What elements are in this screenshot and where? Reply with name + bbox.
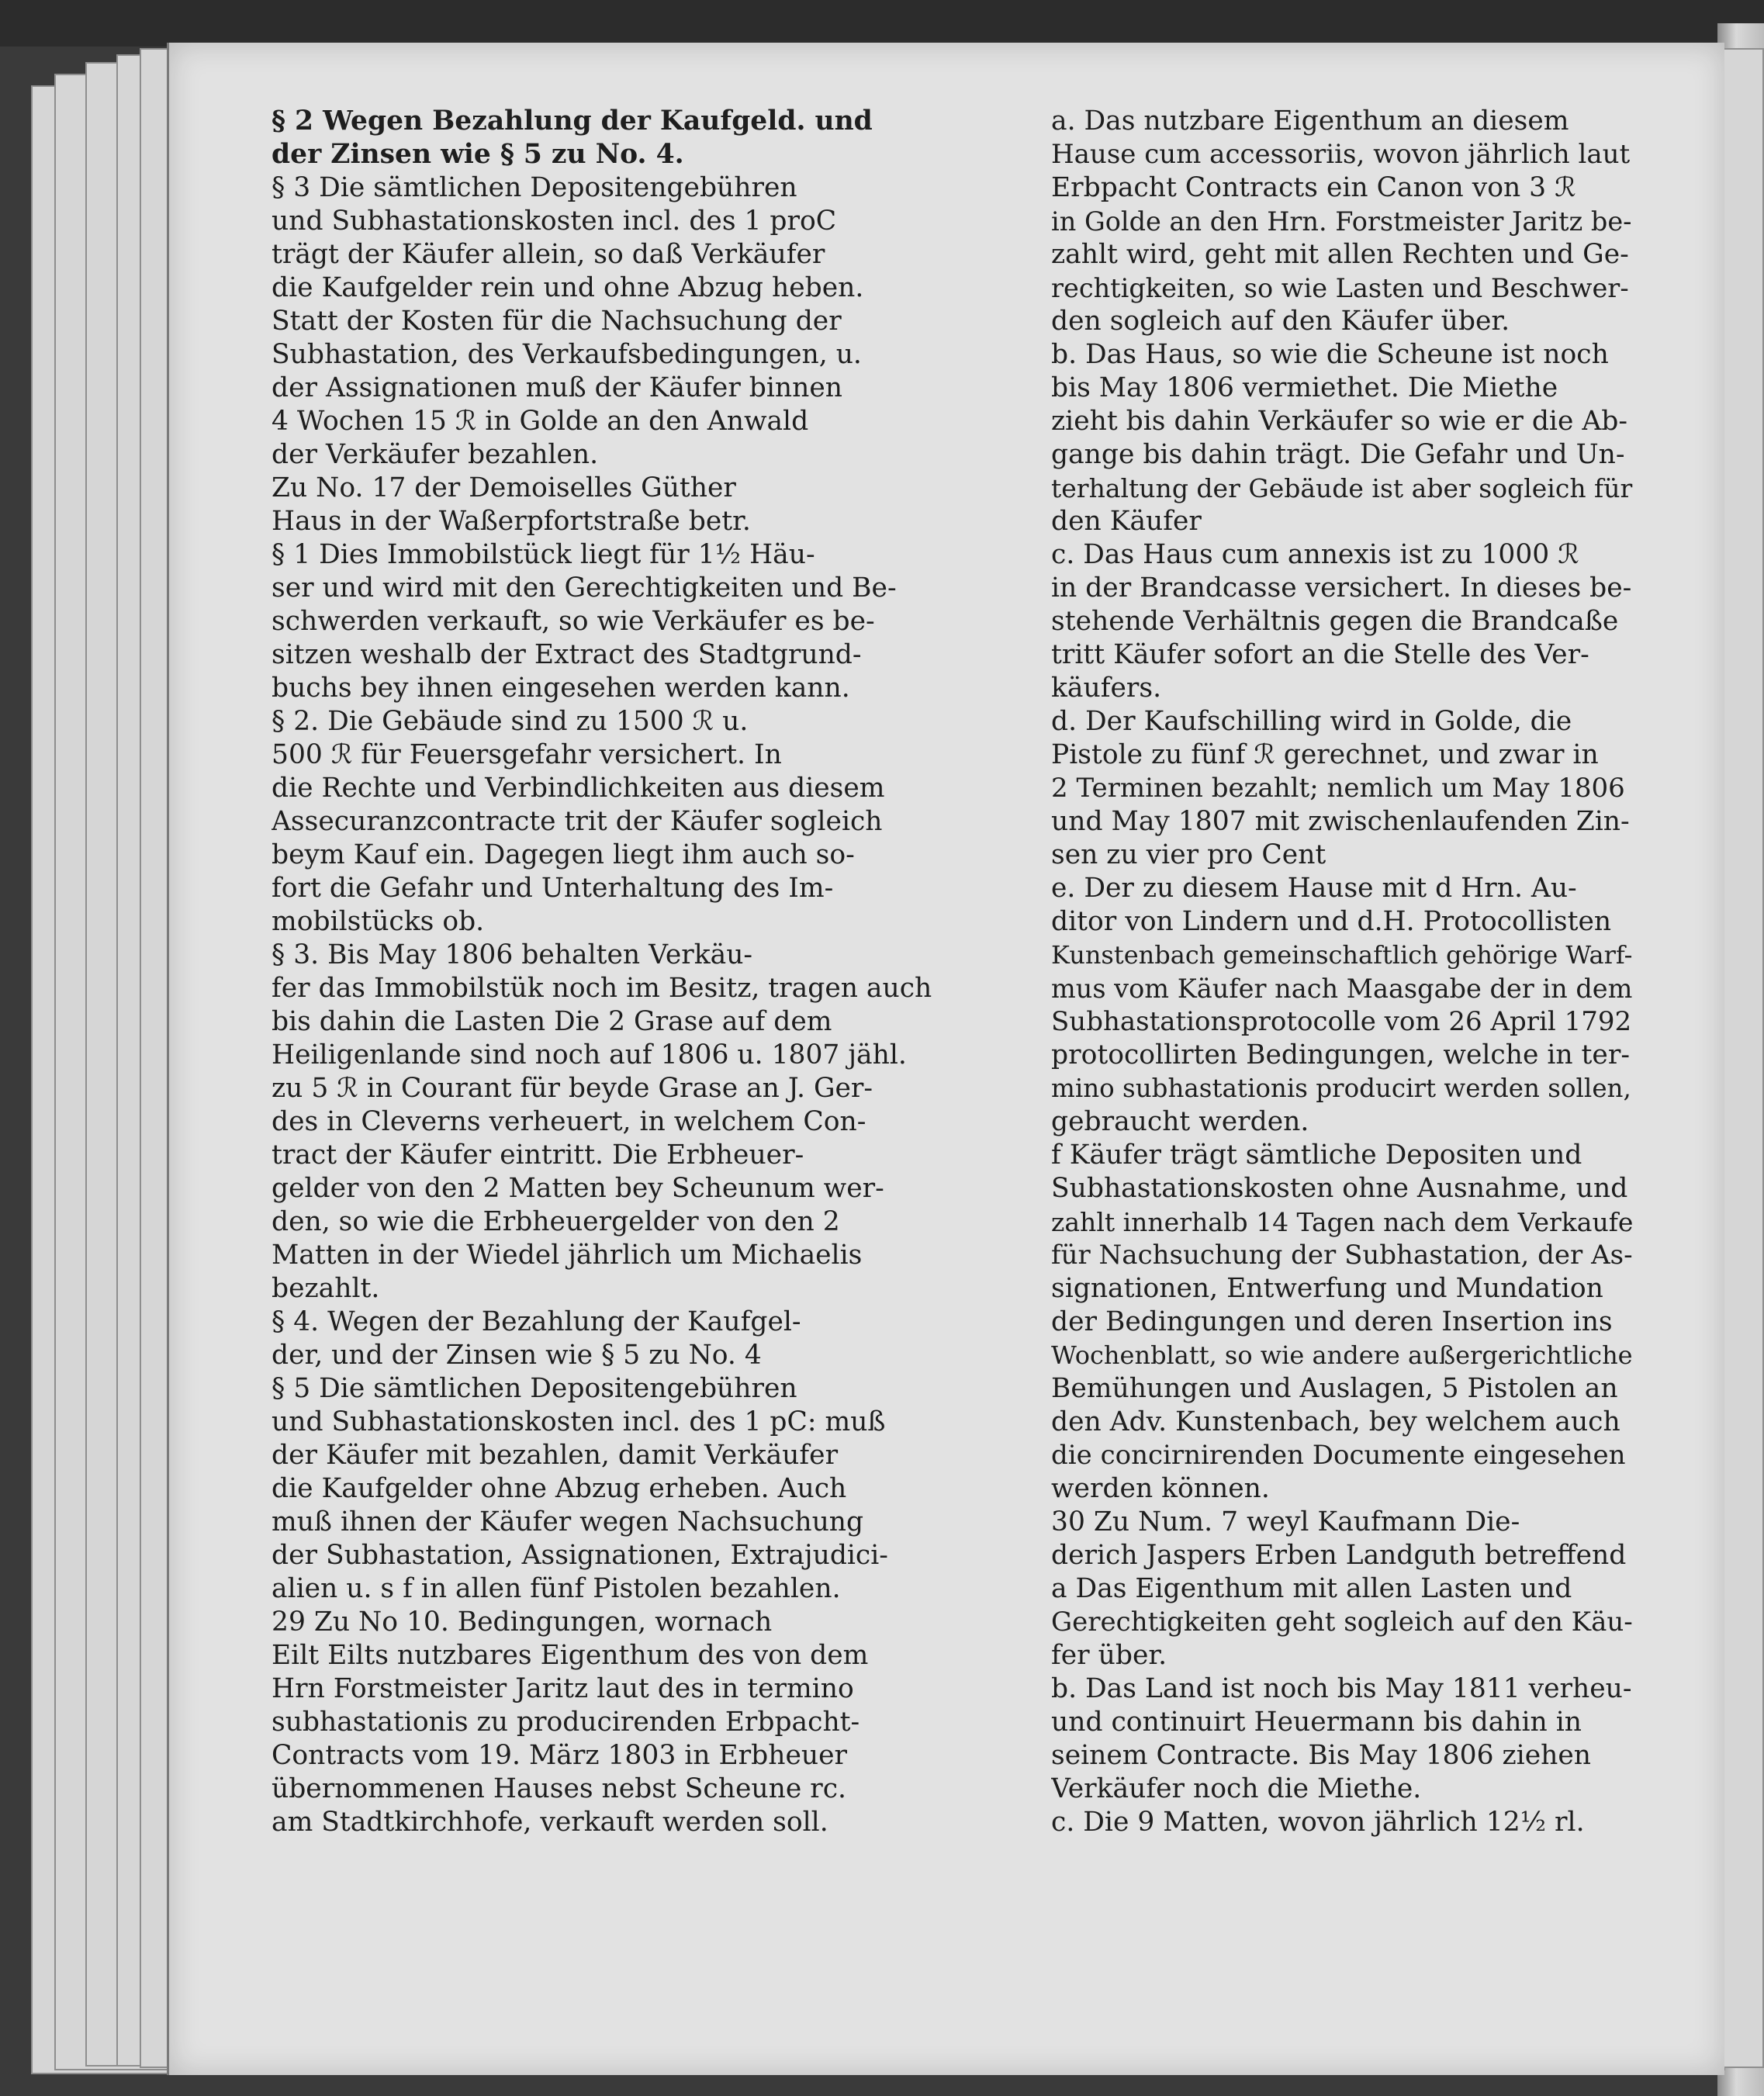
text-line: sitzen weshalb der Extract des Stadtgrund-	[272, 639, 862, 670]
text-line: der Käufer mit bezahlen, damit Verkäufer	[272, 1440, 839, 1471]
text-line: der Assignationen muß der Käufer binnen	[272, 372, 842, 403]
text-line: gebraucht werden.	[1051, 1106, 1309, 1137]
text-line: Zu No. 17 der Demoiselles Güther	[272, 472, 736, 503]
text-line: der Bedingungen und deren Insertion ins	[1051, 1306, 1613, 1337]
text-line: Subhastationsprotocolle vom 26 April 1792	[1051, 1006, 1632, 1037]
text-line: a Das Eigenthum mit allen Lasten und	[1051, 1573, 1572, 1604]
text-line: Pistole zu fünf ℛ gerechnet, und zwar in	[1051, 739, 1599, 770]
text-line: b. Das Land ist noch bis May 1811 verheu-	[1051, 1673, 1632, 1704]
text-line: in der Brandcasse versichert. In dieses be-	[1051, 572, 1632, 604]
text-line: tritt Käufer sofort an die Stelle des Ver-	[1051, 639, 1589, 670]
text-line: bis May 1806 vermiethet. Die Miethe	[1051, 372, 1558, 403]
text-line: Wochenblatt, so wie andere außergerichtliche	[1051, 1340, 1633, 1370]
text-line: c. Das Haus cum annexis ist zu 1000 ℛ	[1051, 539, 1579, 570]
text-line: käufers.	[1051, 673, 1162, 704]
text-line: zu 5 ℛ in Courant für beyde Grase an J. Ger-	[272, 1073, 873, 1104]
text-line: protocollirten Bedingungen, welche in ter-	[1051, 1039, 1630, 1070]
text-line: Matten in der Wiedel jährlich um Michaelis	[272, 1240, 863, 1271]
text-line: Assecuranzcontracte trit der Käufer sogleich	[272, 806, 883, 837]
text-line: mino subhastationis producirt werden sollen,	[1051, 1074, 1631, 1103]
text-line: b. Das Haus, so wie die Scheune ist noch	[1051, 339, 1609, 370]
text-line: § 3. Bis May 1806 behalten Verkäu-	[272, 939, 753, 970]
text-line: Contracts vom 19. März 1803 in Erbheuer	[272, 1740, 847, 1771]
text-line: muß ihnen der Käufer wegen Nachsuchung	[272, 1506, 864, 1537]
text-line: § 1 Dies Immobilstück liegt für 1½ Häu-	[272, 539, 815, 570]
text-line: Hause cum accessoriis, wovon jährlich laut	[1051, 139, 1631, 170]
text-line: Gerechtigkeiten geht sogleich auf den Käu-	[1051, 1607, 1633, 1638]
text-line: Eilt Eilts nutzbares Eigenthum des von dem	[272, 1640, 869, 1671]
text-line: für Nachsuchung der Subhastation, der As-	[1051, 1240, 1633, 1271]
text-line: § 3 Die sämtlichen Depositengebühren	[272, 172, 797, 203]
text-line: bis dahin die Lasten Die 2 Grase auf dem	[272, 1006, 832, 1037]
text-line: 4 Wochen 15 ℛ in Golde an den Anwald	[272, 406, 809, 437]
text-line: Hrn Forstmeister Jaritz laut des in termino	[272, 1673, 854, 1704]
text-line: signationen, Entwerfung und Mundation	[1051, 1273, 1603, 1304]
text-line: § 4. Wegen der Bezahlung der Kaufgel-	[272, 1306, 801, 1337]
text-line: der Verkäufer bezahlen.	[272, 439, 599, 470]
text-line: und Subhastationskosten incl. des 1 proC	[272, 206, 837, 237]
text-line: tract der Käufer eintritt. Die Erbheuer-	[272, 1140, 804, 1171]
text-line: Verkäufer noch die Miethe.	[1051, 1773, 1422, 1804]
text-line: mobilstücks ob.	[272, 906, 485, 937]
text-line: zieht bis dahin Verkäufer so wie er die Ab-	[1051, 406, 1627, 437]
text-line: die Kaufgelder ohne Abzug erheben. Auch	[272, 1473, 847, 1504]
text-line: in Golde an den Hrn. Forstmeister Jaritz be-	[1051, 206, 1632, 237]
text-line: alien u. s f in allen fünf Pistolen bezahlen.	[272, 1573, 841, 1604]
text-line: Statt der Kosten für die Nachsuchung der	[272, 306, 842, 337]
text-line: ditor von Lindern und d.H. Protocollisten	[1051, 906, 1612, 937]
text-line: 29 Zu No 10. Bedingungen, wornach	[272, 1607, 773, 1638]
text-line: werden können.	[1051, 1473, 1270, 1504]
text-line: übernommenen Hauses nebst Scheune rc.	[272, 1773, 846, 1804]
text-line: und continuirt Heuermann bis dahin in	[1051, 1707, 1582, 1738]
text-line: d. Der Kaufschilling wird in Golde, die	[1051, 706, 1572, 737]
text-line: stehende Verhältnis gegen die Brandcaße	[1051, 606, 1619, 637]
text-line: c. Die 9 Matten, wovon jährlich 12½ rl.	[1051, 1807, 1585, 1838]
text-line: fer das Immobilstük noch im Besitz, tragen auch	[272, 973, 932, 1004]
text-line: und Subhastationskosten incl. des 1 pC: muß	[272, 1406, 886, 1437]
text-line: subhastationis zu producirenden Erbpacht-	[272, 1707, 860, 1738]
text-line: die Rechte und Verbindlichkeiten aus diesem	[272, 773, 885, 804]
scan-background	[0, 0, 1764, 47]
text-line: f Käufer trägt sämtliche Depositen und	[1051, 1140, 1582, 1171]
text-line: und May 1807 mit zwischenlaufenden Zin-	[1051, 806, 1630, 837]
text-line: fer über.	[1051, 1640, 1167, 1671]
text-line: die Kaufgelder rein und ohne Abzug heben.	[272, 272, 864, 303]
text-line: am Stadtkirchhofe, verkauft werden soll.	[272, 1807, 828, 1838]
text-line: mus vom Käufer nach Maasgabe der in dem	[1051, 974, 1633, 1004]
text-line: die concirnirenden Documente eingesehen	[1051, 1440, 1626, 1471]
text-line: gelder von den 2 Matten bey Scheunum wer-	[272, 1173, 884, 1204]
text-line: § 2 Wegen Bezahlung der Kaufgeld. und	[272, 105, 873, 137]
text-line: terhaltung der Gebäude ist aber sogleich für	[1051, 473, 1633, 503]
text-line: derich Jaspers Erben Landguth betreffend	[1051, 1540, 1627, 1571]
text-line: den, so wie die Erbheuergelder von den 2	[272, 1206, 840, 1237]
text-line: den Adv. Kunstenbach, bey welchem auch	[1051, 1406, 1620, 1437]
text-line: gange bis dahin trägt. Die Gefahr und Un-	[1051, 439, 1625, 470]
text-line: bezahlt.	[272, 1273, 380, 1304]
text-line: den Käufer	[1051, 506, 1202, 537]
text-line: rechtigkeiten, so wie Lasten und Beschwer-	[1051, 273, 1629, 303]
text-line: trägt der Käufer allein, so daß Verkäufer	[272, 239, 825, 270]
text-line: e. Der zu diesem Hause mit d Hrn. Au-	[1051, 873, 1577, 904]
left-text-column	[272, 105, 1020, 1839]
text-line: 2 Terminen bezahlt; nemlich um May 1806	[1051, 773, 1625, 804]
text-line: zahlt innerhalb 14 Tagen nach dem Verkaufe	[1051, 1207, 1633, 1237]
text-line: 30 Zu Num. 7 weyl Kaufmann Die-	[1051, 1506, 1520, 1537]
text-line: Haus in der Waßerpfortstraße betr.	[272, 506, 751, 537]
text-line: 500 ℛ für Feuersgefahr versichert. In	[272, 739, 782, 770]
text-line: der Zinsen wie § 5 zu No. 4.	[272, 139, 684, 170]
text-line: § 2. Die Gebäude sind zu 1500 ℛ u.	[272, 706, 749, 737]
text-line: Subhastation, des Verkaufsbedingungen, u.	[272, 339, 862, 370]
text-line: Kunstenbach gemeinschaftlich gehörige Warf-	[1051, 940, 1633, 970]
text-line: Heiligenlande sind noch auf 1806 u. 1807 jähl.	[272, 1039, 907, 1070]
text-line: des in Cleverns verheuert, in welchem Con-	[272, 1106, 866, 1137]
text-line: Subhastationskosten ohne Ausnahme, und	[1051, 1173, 1628, 1204]
text-line: den sogleich auf den Käufer über.	[1051, 306, 1510, 337]
text-line: seinem Contracte. Bis May 1806 ziehen	[1051, 1740, 1591, 1771]
right-text-column	[1051, 105, 1633, 1839]
text-line: buchs bey ihnen eingesehen werden kann.	[272, 673, 850, 704]
text-line: schwerden verkauft, so wie Verkäufer es be-	[272, 606, 875, 637]
text-line: der, und der Zinsen wie § 5 zu No. 4	[272, 1340, 762, 1371]
text-line: sen zu vier pro Cent	[1051, 839, 1326, 870]
text-line: ser und wird mit den Gerechtigkeiten und Be-	[272, 572, 897, 604]
text-line: zahlt wird, geht mit allen Rechten und Ge-	[1051, 239, 1629, 270]
text-line: a. Das nutzbare Eigenthum an diesem	[1051, 105, 1569, 137]
text-line: der Subhastation, Assignationen, Extrajudici-	[272, 1540, 888, 1571]
text-line: § 5 Die sämtlichen Depositengebühren	[272, 1373, 797, 1404]
text-line: beym Kauf ein. Dagegen liegt ihm auch so-	[272, 839, 855, 870]
text-line: Bemühungen und Auslagen, 5 Pistolen an	[1051, 1373, 1618, 1404]
text-line: Erbpacht Contracts ein Canon von 3 ℛ	[1051, 172, 1576, 203]
text-line: fort die Gefahr und Unterhaltung des Im-	[272, 873, 834, 904]
